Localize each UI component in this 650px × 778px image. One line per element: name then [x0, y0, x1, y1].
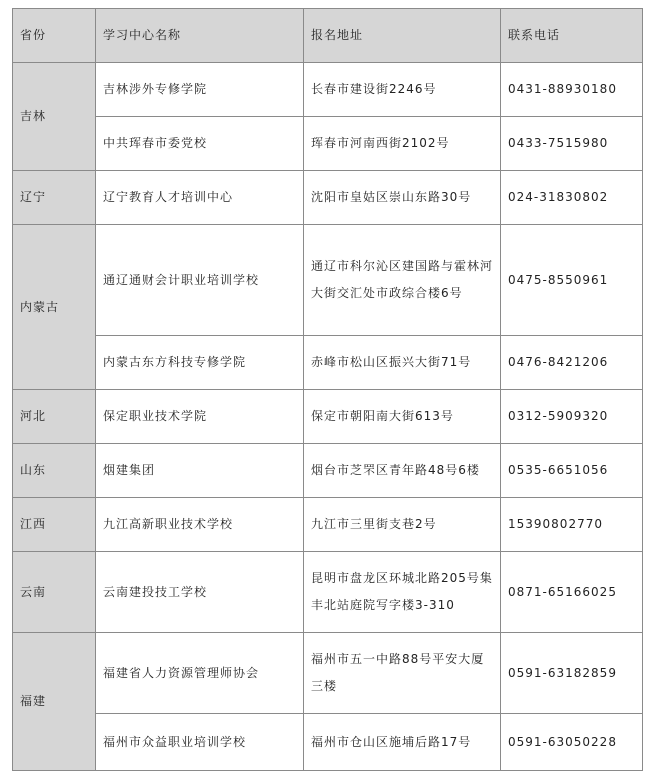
center-name-cell: 九江高新职业技术学校 [96, 498, 304, 552]
header-address: 报名地址 [304, 9, 501, 63]
table-row [13, 714, 643, 771]
phone-cell: 15390802770 [501, 498, 643, 552]
table-row [13, 498, 643, 552]
address-cell: 沈阳市皇姑区崇山东路30号 [304, 171, 501, 225]
address-cell: 昆明市盘龙区环城北路205号集丰北站庭院写字楼3-310 [304, 552, 501, 633]
address-cell: 烟台市芝罘区青年路48号6楼 [304, 444, 501, 498]
address-cell: 福州市五一中路88号平安大厦三楼 [304, 633, 501, 714]
center-name-cell: 内蒙古东方科技专修学院 [96, 336, 304, 390]
table-row [13, 225, 643, 336]
table-row [13, 171, 643, 225]
table-row [13, 63, 643, 117]
address-cell: 九江市三里街支巷2号 [304, 498, 501, 552]
province-cell: 吉林 [13, 63, 96, 171]
phone-cell: 0535-6651056 [501, 444, 643, 498]
center-name-cell: 通辽通财会计职业培训学校 [96, 225, 304, 336]
header-province: 省份 [13, 9, 96, 63]
phone-cell: 0871-65166025 [501, 552, 643, 633]
province-cell: 辽宁 [13, 171, 96, 225]
province-cell: 云南 [13, 552, 96, 633]
table-header-row [13, 9, 643, 63]
center-name-cell: 烟建集团 [96, 444, 304, 498]
province-cell: 河北 [13, 390, 96, 444]
center-name-cell: 云南建投技工学校 [96, 552, 304, 633]
center-name-cell: 辽宁教育人才培训中心 [96, 171, 304, 225]
phone-cell: 0476-8421206 [501, 336, 643, 390]
learning-center-table [12, 8, 643, 771]
address-cell: 长春市建设街2246号 [304, 63, 501, 117]
address-cell: 赤峰市松山区振兴大街71号 [304, 336, 501, 390]
phone-cell: 0431-88930180 [501, 63, 643, 117]
address-cell: 保定市朝阳南大街613号 [304, 390, 501, 444]
province-cell: 江西 [13, 498, 96, 552]
province-cell: 内蒙古 [13, 225, 96, 390]
phone-cell: 024-31830802 [501, 171, 643, 225]
phone-cell: 0312-5909320 [501, 390, 643, 444]
phone-cell: 0591-63182859 [501, 633, 643, 714]
center-name-cell: 保定职业技术学院 [96, 390, 304, 444]
center-name-cell: 中共珲春市委党校 [96, 117, 304, 171]
table-row [13, 336, 643, 390]
header-phone: 联系电话 [501, 9, 643, 63]
address-cell: 福州市仓山区施埔后路17号 [304, 714, 501, 771]
table-row [13, 633, 643, 714]
center-name-cell: 福建省人力资源管理师协会 [96, 633, 304, 714]
table-row [13, 390, 643, 444]
center-name-cell: 福州市众益职业培训学校 [96, 714, 304, 771]
phone-cell: 0475-8550961 [501, 225, 643, 336]
province-cell: 山东 [13, 444, 96, 498]
phone-cell: 0591-63050228 [501, 714, 643, 771]
table-row [13, 117, 643, 171]
table-row [13, 444, 643, 498]
center-name-cell: 吉林涉外专修学院 [96, 63, 304, 117]
table-row [13, 552, 643, 633]
address-cell: 通辽市科尔沁区建国路与霍林河大街交汇处市政综合楼6号 [304, 225, 501, 336]
province-cell: 福建 [13, 633, 96, 771]
address-cell: 珲春市河南西街2102号 [304, 117, 501, 171]
phone-cell: 0433-7515980 [501, 117, 643, 171]
header-center-name: 学习中心名称 [96, 9, 304, 63]
